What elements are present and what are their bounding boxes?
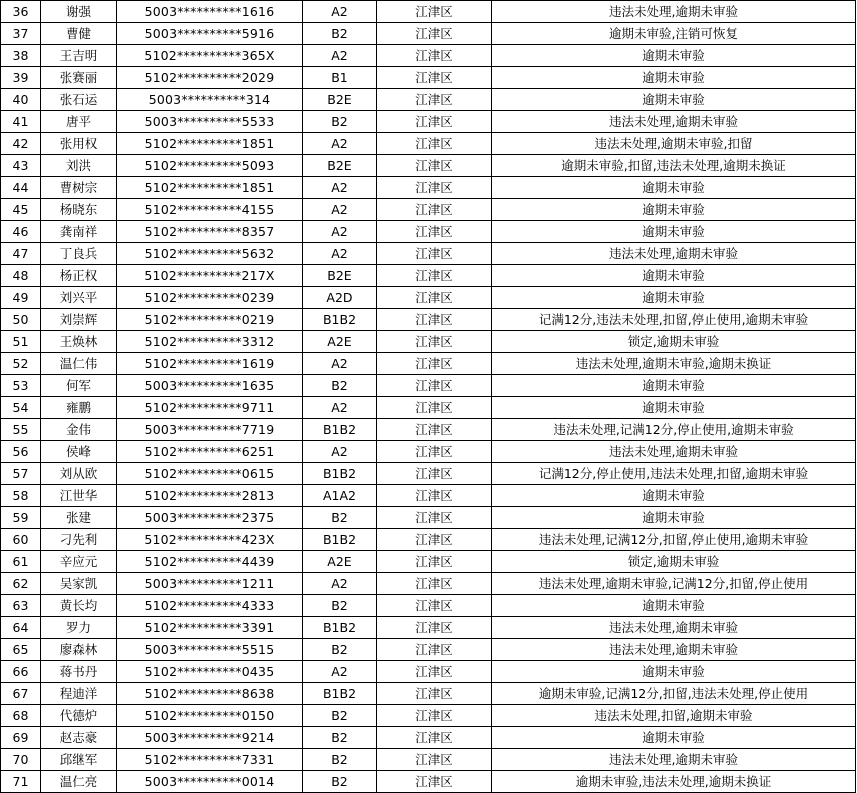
row-number-cell: 49 (1, 287, 41, 309)
license-class-cell: B2E (303, 89, 377, 111)
row-number-cell: 67 (1, 683, 41, 705)
status-cell: 逾期未审验 (492, 45, 856, 67)
table-row (1, 221, 856, 243)
table-row (1, 661, 856, 683)
license-class-cell: A1A2 (303, 485, 377, 507)
id-number-cell: 5102**********9711 (117, 397, 303, 419)
row-number-cell: 53 (1, 375, 41, 397)
name-cell: 张石运 (41, 89, 117, 111)
id-number-cell: 5003**********5533 (117, 111, 303, 133)
id-number-cell: 5102**********2029 (117, 67, 303, 89)
license-class-cell: B1B2 (303, 309, 377, 331)
id-number-cell: 5102**********0615 (117, 463, 303, 485)
table-row (1, 309, 856, 331)
id-number-cell: 5102**********1619 (117, 353, 303, 375)
status-cell: 违法未处理,记满12分,扣留,停止使用,逾期未审验 (492, 529, 856, 551)
district-cell: 江津区 (377, 771, 492, 793)
name-cell: 刁先利 (41, 529, 117, 551)
district-cell: 江津区 (377, 111, 492, 133)
district-cell: 江津区 (377, 375, 492, 397)
name-cell: 张用权 (41, 133, 117, 155)
id-number-cell: 5003**********9214 (117, 727, 303, 749)
district-cell: 江津区 (377, 287, 492, 309)
license-class-cell: B2 (303, 111, 377, 133)
id-number-cell: 5003**********5916 (117, 23, 303, 45)
license-class-cell: A2 (303, 177, 377, 199)
row-number-cell: 66 (1, 661, 41, 683)
id-number-cell: 5102**********0150 (117, 705, 303, 727)
name-cell: 杨正权 (41, 265, 117, 287)
table-row (1, 177, 856, 199)
status-cell: 逾期未审验,扣留,违法未处理,逾期未换证 (492, 155, 856, 177)
name-cell: 代德炉 (41, 705, 117, 727)
id-number-cell: 5102**********5093 (117, 155, 303, 177)
district-cell: 江津区 (377, 749, 492, 771)
id-number-cell: 5102**********4439 (117, 551, 303, 573)
table-row (1, 375, 856, 397)
row-number-cell: 65 (1, 639, 41, 661)
district-cell: 江津区 (377, 1, 492, 23)
license-class-cell: B2 (303, 639, 377, 661)
district-cell: 江津区 (377, 661, 492, 683)
name-cell: 刘崇辉 (41, 309, 117, 331)
license-class-cell: A2 (303, 1, 377, 23)
id-number-cell: 5003**********5515 (117, 639, 303, 661)
district-cell: 江津区 (377, 617, 492, 639)
table-row (1, 397, 856, 419)
name-cell: 罗力 (41, 617, 117, 639)
row-number-cell: 68 (1, 705, 41, 727)
license-class-cell: A2 (303, 199, 377, 221)
id-number-cell: 5003**********2375 (117, 507, 303, 529)
license-class-cell: B1B2 (303, 683, 377, 705)
name-cell: 廖森林 (41, 639, 117, 661)
district-cell: 江津区 (377, 683, 492, 705)
status-cell: 记满12分,违法未处理,扣留,停止使用,逾期未审验 (492, 309, 856, 331)
table-row (1, 683, 856, 705)
district-cell: 江津区 (377, 705, 492, 727)
license-class-cell: B2 (303, 705, 377, 727)
district-cell: 江津区 (377, 243, 492, 265)
id-number-cell: 5102**********3391 (117, 617, 303, 639)
status-cell: 锁定,逾期未审验 (492, 331, 856, 353)
row-number-cell: 57 (1, 463, 41, 485)
id-number-cell: 5102**********1851 (117, 177, 303, 199)
district-cell: 江津区 (377, 221, 492, 243)
row-number-cell: 50 (1, 309, 41, 331)
table-row (1, 111, 856, 133)
table-row (1, 551, 856, 573)
name-cell: 刘从欧 (41, 463, 117, 485)
table-row (1, 265, 856, 287)
row-number-cell: 38 (1, 45, 41, 67)
id-number-cell: 5102**********3312 (117, 331, 303, 353)
name-cell: 张赛丽 (41, 67, 117, 89)
table-row (1, 155, 856, 177)
status-cell: 逾期未审验 (492, 199, 856, 221)
row-number-cell: 41 (1, 111, 41, 133)
row-number-cell: 45 (1, 199, 41, 221)
id-number-cell: 5003**********7719 (117, 419, 303, 441)
status-cell: 违法未处理,逾期未审验 (492, 1, 856, 23)
status-cell: 违法未处理,扣留,逾期未审验 (492, 705, 856, 727)
status-cell: 锁定,逾期未审验 (492, 551, 856, 573)
table-row (1, 287, 856, 309)
license-class-cell: B1 (303, 67, 377, 89)
license-class-cell: A2 (303, 573, 377, 595)
id-number-cell: 5102**********6251 (117, 441, 303, 463)
status-cell: 违法未处理,逾期未审验 (492, 441, 856, 463)
district-cell: 江津区 (377, 441, 492, 463)
license-class-cell: A2 (303, 221, 377, 243)
license-class-cell: B2E (303, 155, 377, 177)
status-cell: 违法未处理,逾期未审验,记满12分,扣留,停止使用 (492, 573, 856, 595)
name-cell: 邱继军 (41, 749, 117, 771)
row-number-cell: 56 (1, 441, 41, 463)
name-cell: 赵志豪 (41, 727, 117, 749)
district-cell: 江津区 (377, 45, 492, 67)
district-cell: 江津区 (377, 67, 492, 89)
table-row (1, 573, 856, 595)
table-row (1, 463, 856, 485)
name-cell: 蒋书丹 (41, 661, 117, 683)
id-number-cell: 5102**********0219 (117, 309, 303, 331)
name-cell: 黄长均 (41, 595, 117, 617)
table-row (1, 529, 856, 551)
district-cell: 江津区 (377, 507, 492, 529)
license-class-cell: B1B2 (303, 529, 377, 551)
row-number-cell: 51 (1, 331, 41, 353)
name-cell: 张建 (41, 507, 117, 529)
table-body (1, 1, 856, 793)
district-cell: 江津区 (377, 419, 492, 441)
district-cell: 江津区 (377, 639, 492, 661)
id-number-cell: 5003**********1211 (117, 573, 303, 595)
id-number-cell: 5102**********0435 (117, 661, 303, 683)
name-cell: 何军 (41, 375, 117, 397)
name-cell: 吴家凯 (41, 573, 117, 595)
name-cell: 金伟 (41, 419, 117, 441)
row-number-cell: 63 (1, 595, 41, 617)
license-class-cell: B1B2 (303, 617, 377, 639)
name-cell: 温仁亮 (41, 771, 117, 793)
license-class-cell: B2 (303, 749, 377, 771)
status-cell: 违法未处理,记满12分,停止使用,逾期未审验 (492, 419, 856, 441)
status-cell: 违法未处理,逾期未审验 (492, 749, 856, 771)
district-cell: 江津区 (377, 551, 492, 573)
row-number-cell: 46 (1, 221, 41, 243)
table-row (1, 507, 856, 529)
row-number-cell: 42 (1, 133, 41, 155)
license-class-cell: B2 (303, 727, 377, 749)
row-number-cell: 37 (1, 23, 41, 45)
district-cell: 江津区 (377, 177, 492, 199)
district-cell: 江津区 (377, 529, 492, 551)
table-row (1, 617, 856, 639)
row-number-cell: 55 (1, 419, 41, 441)
name-cell: 辛应元 (41, 551, 117, 573)
table-row (1, 771, 856, 793)
status-cell: 逾期未审验 (492, 221, 856, 243)
row-number-cell: 52 (1, 353, 41, 375)
status-cell: 逾期未审验 (492, 177, 856, 199)
table-row (1, 419, 856, 441)
status-cell: 违法未处理,逾期未审验 (492, 243, 856, 265)
name-cell: 谢强 (41, 1, 117, 23)
license-class-cell: B2 (303, 507, 377, 529)
status-cell: 逾期未审验 (492, 265, 856, 287)
id-number-cell: 5102**********217X (117, 265, 303, 287)
district-cell: 江津区 (377, 353, 492, 375)
id-number-cell: 5102**********2813 (117, 485, 303, 507)
id-number-cell: 5102**********8638 (117, 683, 303, 705)
name-cell: 唐平 (41, 111, 117, 133)
row-number-cell: 44 (1, 177, 41, 199)
table-row (1, 199, 856, 221)
id-number-cell: 5102**********423X (117, 529, 303, 551)
row-number-cell: 59 (1, 507, 41, 529)
license-class-cell: A2E (303, 551, 377, 573)
table-row (1, 749, 856, 771)
district-cell: 江津区 (377, 331, 492, 353)
license-class-cell: B2E (303, 265, 377, 287)
license-class-cell: A2 (303, 353, 377, 375)
district-cell: 江津区 (377, 397, 492, 419)
id-number-cell: 5003**********1616 (117, 1, 303, 23)
status-cell: 记满12分,停止使用,违法未处理,扣留,逾期未审验 (492, 463, 856, 485)
license-class-cell: A2E (303, 331, 377, 353)
district-cell: 江津区 (377, 485, 492, 507)
table-row (1, 1, 856, 23)
row-number-cell: 47 (1, 243, 41, 265)
name-cell: 丁良兵 (41, 243, 117, 265)
district-cell: 江津区 (377, 463, 492, 485)
row-number-cell: 69 (1, 727, 41, 749)
license-class-cell: A2D (303, 287, 377, 309)
table-row (1, 441, 856, 463)
status-cell: 违法未处理,逾期未审验,逾期未换证 (492, 353, 856, 375)
district-cell: 江津区 (377, 595, 492, 617)
table-row (1, 353, 856, 375)
table-row (1, 639, 856, 661)
id-number-cell: 5102**********5632 (117, 243, 303, 265)
name-cell: 曹树宗 (41, 177, 117, 199)
name-cell: 刘洪 (41, 155, 117, 177)
name-cell: 杨晓东 (41, 199, 117, 221)
table-row (1, 67, 856, 89)
row-number-cell: 62 (1, 573, 41, 595)
row-number-cell: 40 (1, 89, 41, 111)
table-row (1, 45, 856, 67)
id-number-cell: 5003**********0014 (117, 771, 303, 793)
table-row (1, 243, 856, 265)
id-number-cell: 5102**********8357 (117, 221, 303, 243)
district-cell: 江津区 (377, 265, 492, 287)
status-cell: 逾期未审验 (492, 507, 856, 529)
row-number-cell: 43 (1, 155, 41, 177)
row-number-cell: 58 (1, 485, 41, 507)
name-cell: 程迪洋 (41, 683, 117, 705)
license-class-cell: B2 (303, 771, 377, 793)
name-cell: 曹健 (41, 23, 117, 45)
license-class-cell: B2 (303, 375, 377, 397)
row-number-cell: 39 (1, 67, 41, 89)
table-row (1, 727, 856, 749)
name-cell: 刘兴平 (41, 287, 117, 309)
name-cell: 雍鹏 (41, 397, 117, 419)
status-cell: 逾期未审验 (492, 661, 856, 683)
id-number-cell: 5102**********4155 (117, 199, 303, 221)
id-number-cell: 5102**********0239 (117, 287, 303, 309)
id-number-cell: 5102**********1851 (117, 133, 303, 155)
status-cell: 逾期未审验 (492, 287, 856, 309)
district-cell: 江津区 (377, 155, 492, 177)
row-number-cell: 64 (1, 617, 41, 639)
row-number-cell: 48 (1, 265, 41, 287)
id-number-cell: 5102**********7331 (117, 749, 303, 771)
table-row (1, 705, 856, 727)
row-number-cell: 54 (1, 397, 41, 419)
status-cell: 逾期未审验,注销可恢复 (492, 23, 856, 45)
district-cell: 江津区 (377, 23, 492, 45)
status-cell: 逾期未审验 (492, 485, 856, 507)
license-class-cell: B2 (303, 595, 377, 617)
status-cell: 逾期未审验,记满12分,扣留,违法未处理,停止使用 (492, 683, 856, 705)
name-cell: 侯峰 (41, 441, 117, 463)
status-cell: 违法未处理,逾期未审验 (492, 639, 856, 661)
status-cell: 逾期未审验,违法未处理,逾期未换证 (492, 771, 856, 793)
license-class-cell: B1B2 (303, 419, 377, 441)
status-cell: 逾期未审验 (492, 397, 856, 419)
license-class-cell: A2 (303, 133, 377, 155)
id-number-cell: 5003**********1635 (117, 375, 303, 397)
license-class-cell: A2 (303, 397, 377, 419)
row-number-cell: 61 (1, 551, 41, 573)
district-cell: 江津区 (377, 89, 492, 111)
license-class-cell: A2 (303, 45, 377, 67)
license-class-cell: B2 (303, 23, 377, 45)
status-cell: 逾期未审验 (492, 89, 856, 111)
id-number-cell: 5003**********314 (117, 89, 303, 111)
name-cell: 龚南祥 (41, 221, 117, 243)
table-row (1, 23, 856, 45)
status-cell: 逾期未审验 (492, 727, 856, 749)
name-cell: 王吉明 (41, 45, 117, 67)
table-row (1, 595, 856, 617)
row-number-cell: 60 (1, 529, 41, 551)
row-number-cell: 71 (1, 771, 41, 793)
license-class-cell: A2 (303, 661, 377, 683)
district-cell: 江津区 (377, 727, 492, 749)
license-class-cell: A2 (303, 441, 377, 463)
district-cell: 江津区 (377, 309, 492, 331)
table-row (1, 485, 856, 507)
table-row (1, 133, 856, 155)
district-cell: 江津区 (377, 199, 492, 221)
name-cell: 温仁伟 (41, 353, 117, 375)
table-row (1, 89, 856, 111)
license-class-cell: B1B2 (303, 463, 377, 485)
row-number-cell: 70 (1, 749, 41, 771)
status-cell: 违法未处理,逾期未审验 (492, 111, 856, 133)
row-number-cell: 36 (1, 1, 41, 23)
name-cell: 江世华 (41, 485, 117, 507)
status-cell: 逾期未审验 (492, 375, 856, 397)
table-row (1, 331, 856, 353)
status-cell: 违法未处理,逾期未审验 (492, 617, 856, 639)
id-number-cell: 5102**********365X (117, 45, 303, 67)
status-cell: 违法未处理,逾期未审验,扣留 (492, 133, 856, 155)
status-cell: 逾期未审验 (492, 67, 856, 89)
district-cell: 江津区 (377, 573, 492, 595)
status-cell: 逾期未审验 (492, 595, 856, 617)
id-number-cell: 5102**********4333 (117, 595, 303, 617)
license-class-cell: A2 (303, 243, 377, 265)
district-cell: 江津区 (377, 133, 492, 155)
name-cell: 王焕林 (41, 331, 117, 353)
